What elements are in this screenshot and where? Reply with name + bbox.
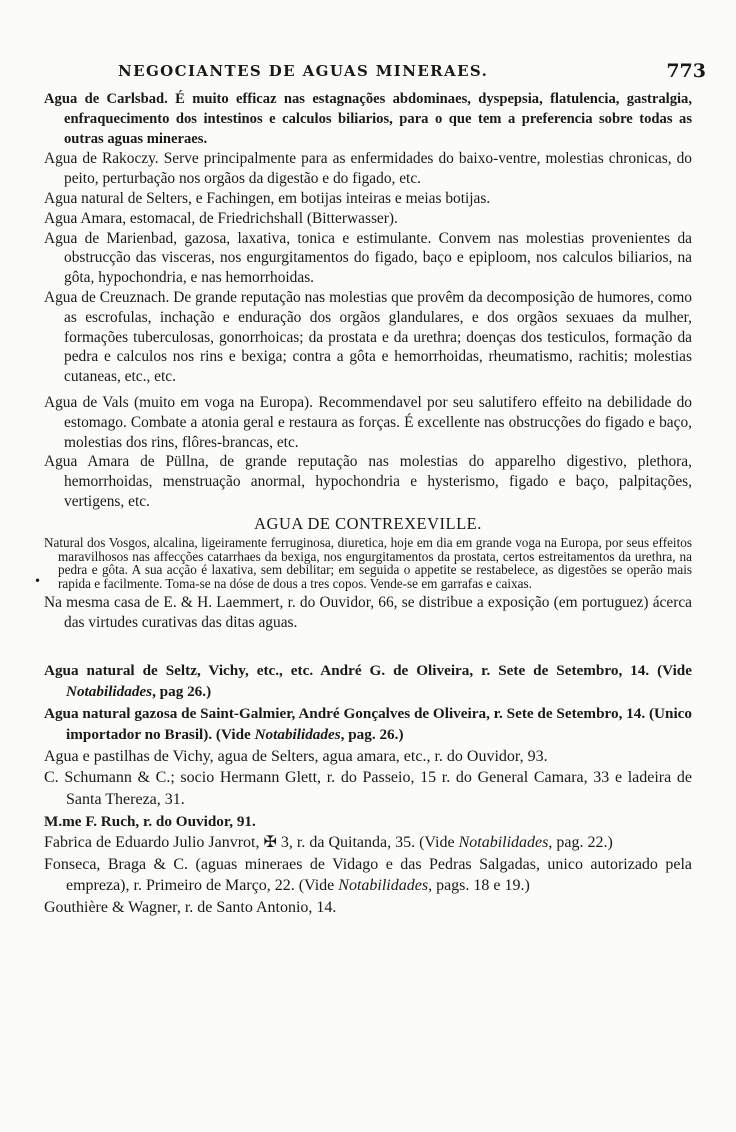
section-divider: [44, 647, 692, 648]
contrexeville-note: Na mesma casa de E. & H. Laemmert, r. do Ouvidor, 66, se distribue a exposição (em portuguez) ácerca das virtudes curativas das ditas aguas.: [44, 593, 692, 631]
listing-vichy: Agua e pastilhas de Vichy, agua de Selters, agua amara, etc., r. do Ouvidor, 93.: [44, 747, 548, 765]
listing-seltz: Agua natural de Seltz, Vichy, etc., etc. André G. de Oliveira, r. Sete de Setembro, 14. (Vide Notabilidades, pag 26.): [44, 661, 692, 701]
entry-selters: Agua natural de Selters, e Fachingen, em botijas inteiras e meias botijas.: [44, 189, 491, 207]
section-title-contrexeville: AGUA DE CONTREXEVILLE.: [254, 513, 482, 533]
entry-friedrichshall: Agua Amara, estomacal, de Friedrichshall (Bitterwasser).: [44, 209, 398, 227]
listing-gouthiere-wagner: Gouthière & Wagner, r. de Santo Antonio, 14.: [44, 899, 337, 917]
page-header: [0, 62, 736, 90]
listing-saint-galmier: Agua natural gazosa de Saint-Galmier, André Gonçalves de Oliveira, r. Sete de Setembro, 14. (Unico importador no Brasil). (Vide Notabilidades, pag. 26.): [44, 704, 692, 744]
page-number: 773: [666, 60, 706, 82]
listing-ruch: M.me F. Ruch, r. do Ouvidor, 91.: [44, 812, 256, 830]
margin-mark: •: [34, 574, 42, 588]
listing-fonseca-braga: Fonseca, Braga & C. (aguas mineraes de Vidago e das Pedras Salgadas, unico autorizado pela empreza), r. Primeiro de Março, 22. (Vide Notabilidades, pags. 18 e 19.): [44, 855, 692, 895]
page-content: [44, 90, 692, 919]
listing-schumann: C. Schumann & C.; socio Hermann Glett, r. do Passeio, 15 r. do General Camara, 33 e ladeira de Santa Thereza, 31.: [44, 769, 692, 809]
page-title: NEGOCIANTES DE AGUAS MINERAES.: [118, 62, 489, 80]
entry-carlsbad: Agua de Carlsbad. É muito efficaz nas estagnações abdominaes, dyspepsia, flatulencia, gastralgia, enfraquecimento dos intestinos e calculos biliarios, para o que tem a preferencia sobre todas as outras aguas mineraes.: [44, 91, 692, 147]
entry-pullna: Agua Amara de Püllna, de grande reputação nas molestias do apparelho digestivo, plethora, hemorrhoidas, menstruação anormal, hypochondria e hysterismo, figado e baço, palpitações, vertigens, etc.: [44, 453, 692, 510]
entry-vals: Agua de Vals (muito em voga na Europa). Recommendavel por seu salutifero effeito na debilidade do estomago. Combate a atonia geral e restaura as forças. É excellente nas obstrucções do figado e baço, molestias dos rins, flôres-brancas, etc.: [44, 393, 692, 451]
entry-rakoczy: Agua de Rakoczy. Serve principalmente para as enfermidades do baixo-ventre, molestias chronicas, do peito, perturbação nos orgãos da digestão e do figado, etc.: [44, 150, 692, 188]
listing-janvrot: Fabrica de Eduardo Julio Janvrot, ✠ 3, r. da Quitanda, 35. (Vide Notabilidades, pag. 22.): [44, 834, 613, 852]
entry-creuznach: Agua de Creuznach. De grande reputação nas molestias que provêm da decomposição de humores, como as escrofulas, inchação e enduração dos orgãos glandulares, e dos orgãos sexuaes da mulher, formações tuberculosas, gonorrhoicas; da prostata e da urethra; doenças dos testiculos, formação da pedra e calculos nos rins e bexiga; contra a gôta e hemorrhoidas, rheumatismo, rachitis; molestias cutaneas, etc., etc.: [44, 288, 692, 386]
contrexeville-description: Natural dos Vosgos, alcalina, ligeiramente ferruginosa, diuretica, hoje em dia em grande voga na Europa, por seus effeitos maravilhosos nas affecções catarrhaes da bexiga, nos engurgitamentos da prostata, certos estreitamentos da urethra, na pedra e gôta. A sua acção é laxativa, sem debilitar; em seguida o appetite se restabelece, as digestões se operão mais rapida e facilmente. Toma-se na dóse de dous a tres copos. Vende-se em garrafas e caixas.: [44, 534, 692, 592]
entry-marienbad: Agua de Marienbad, gazosa, laxativa, tonica e estimulante. Convem nas molestias provenientes da obstrucção das visceras, nos engurgitamentos do figado, baço e epiploom, nos calculos biliarios, na gôta, hypochondria, e nas hemorrhoidas.: [44, 229, 692, 287]
